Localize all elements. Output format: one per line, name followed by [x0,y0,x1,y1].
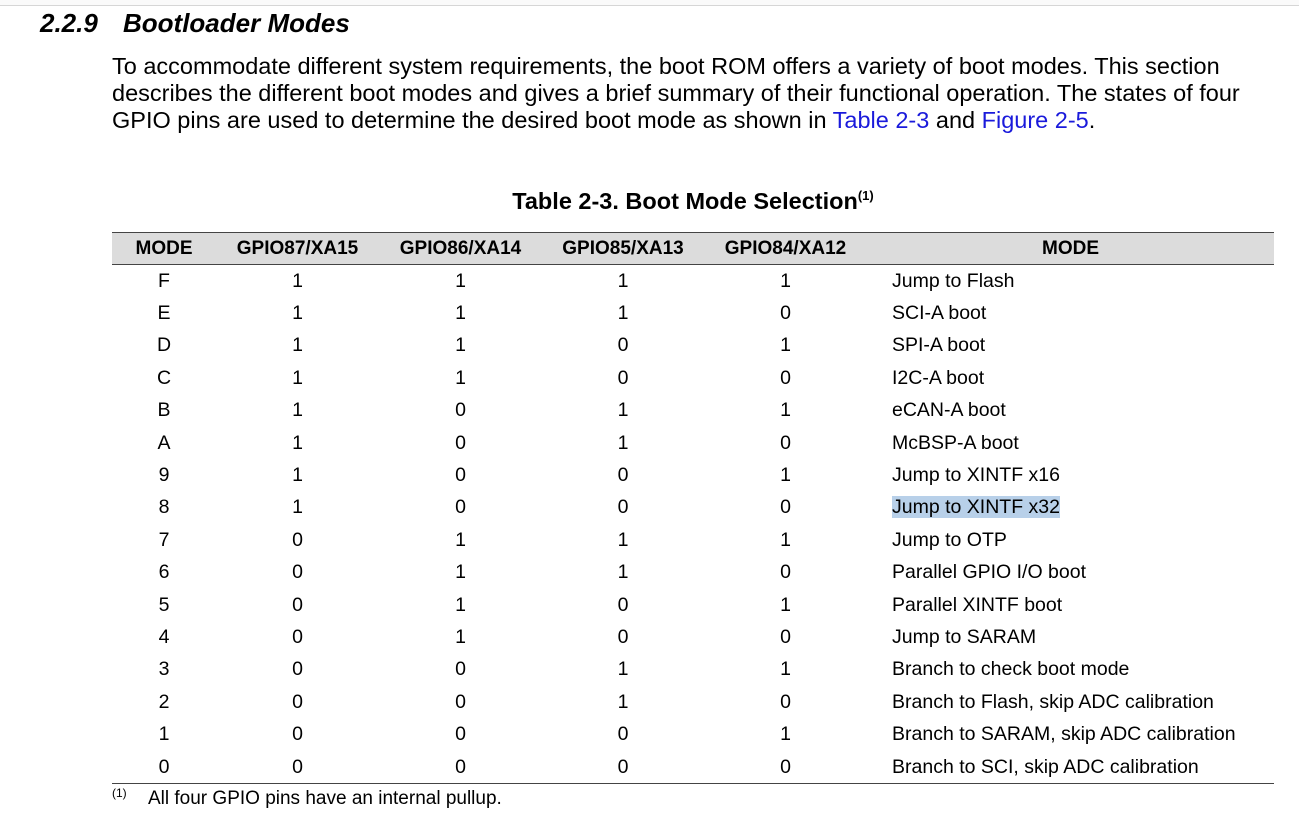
gpio86-cell: 0 [455,723,466,746]
gpio86-cell: 0 [455,496,466,519]
section-number: 2.2.9 [40,8,98,38]
gpio87-cell: 0 [292,625,303,648]
mode-description-text: Jump to Flash [892,269,1015,292]
gpio87-cell: 1 [292,302,303,325]
mode-code-cell: D [156,334,172,357]
table-row [112,718,1274,750]
gpio84-cell: 0 [780,431,791,454]
table-row [112,362,1274,394]
gpio85-cell: 0 [617,723,629,746]
mode-description-cell [867,427,1274,459]
mode-code-cell: 3 [158,658,170,681]
mode-code-cell: 1 [158,723,170,746]
paragraph-text: . [1088,107,1096,133]
gpio85-cell: 1 [617,269,629,292]
mode-description-cell [867,459,1274,491]
paragraph-text: and [929,107,982,133]
gpio84-cell: 0 [780,366,791,389]
gpio84-cell: 1 [780,334,791,357]
gpio86-cell: 1 [455,269,466,292]
table-header-row [112,233,1274,265]
gpio87-cell: 1 [292,431,303,454]
mode-description-cell [867,557,1274,589]
mode-description-text: Branch to SARAM, skip ADC calibration [892,723,1236,746]
gpio87-cell: 1 [292,399,303,422]
table-caption-text: Table 2-3. Boot Mode Selection [512,188,858,214]
table-row [112,621,1274,653]
gpio87-cell: 0 [292,593,303,616]
boot-mode-table [112,232,1274,784]
mode-code-cell: 6 [158,561,170,584]
gpio85-cell: 0 [617,366,629,389]
mode-code-cell: 5 [158,593,170,616]
header-cell: GPIO85/XA13 [542,233,704,265]
mode-code-cell: E [157,302,171,325]
gpio85-cell: 1 [617,431,629,454]
mode-code-cell: 7 [158,528,170,551]
table-row [112,492,1274,524]
footnote-mark: (1) [112,786,127,800]
gpio87-cell: 1 [292,269,303,292]
header-cell: GPIO86/XA14 [379,233,542,265]
table-row [112,524,1274,556]
table-row [112,654,1274,686]
gpio85-cell: 0 [617,496,629,519]
gpio85-cell: 1 [617,561,629,584]
gpio85-cell: 1 [617,690,629,713]
mode-description-text: Branch to check boot mode [892,658,1130,681]
table-row [112,751,1274,784]
gpio86-cell: 0 [455,431,466,454]
mode-code-cell: 9 [158,464,170,487]
figure-2-5-link[interactable]: Figure 2-5 [981,107,1089,133]
mode-description-text: Jump to XINTF x32 [892,496,1060,519]
mode-description-cell [867,686,1274,718]
mode-description-text: Branch to Flash, skip ADC calibration [892,690,1214,713]
gpio87-cell: 1 [292,366,303,389]
gpio84-cell: 0 [780,561,791,584]
gpio87-cell: 1 [292,496,303,519]
table-caption [112,186,1274,216]
gpio85-cell: 1 [617,528,629,551]
gpio86-cell: 1 [455,528,466,551]
gpio84-cell: 0 [780,496,791,519]
gpio86-cell: 1 [455,593,466,616]
gpio86-cell: 0 [379,751,542,784]
mode-description-cell [867,265,1274,298]
gpio85-cell: 0 [542,751,704,784]
table-row [112,557,1274,589]
gpio86-cell: 0 [455,690,466,713]
gpio85-cell: 0 [617,593,629,616]
mode-description-text: Jump to SARAM [892,625,1037,648]
mode-description-text: SPI-A boot [892,334,986,357]
section-heading [40,7,350,39]
gpio85-cell: 1 [617,658,629,681]
mode-description-cell [867,751,1274,784]
gpio84-cell: 1 [780,593,791,616]
gpio84-cell: 0 [704,751,867,784]
mode-code-cell: 8 [158,496,170,519]
gpio87-cell: 0 [216,751,379,784]
mode-description-cell [867,589,1274,621]
gpio84-cell: 1 [780,399,791,422]
mode-description-text: Jump to XINTF x16 [892,464,1060,487]
table-row [112,297,1274,329]
gpio86-cell: 1 [455,302,466,325]
mode-description-text: eCAN-A boot [892,399,1006,422]
mode-code-cell: A [157,431,171,454]
mode-description-cell [867,492,1274,524]
gpio84-cell: 1 [780,528,791,551]
mode-description-text: Branch to SCI, skip ADC calibration [892,755,1199,778]
footnote-text: All four GPIO pins have an internal pullup. [148,788,502,809]
header-cell: GPIO87/XA15 [216,233,379,265]
mode-code-cell: C [156,366,172,389]
gpio87-cell: 0 [292,658,303,681]
header-cell: MODE [112,233,216,265]
intro-paragraph [112,53,1272,134]
gpio85-cell: 0 [617,464,629,487]
gpio86-cell: 0 [455,658,466,681]
mode-description-cell [867,621,1274,653]
gpio86-cell: 1 [455,366,466,389]
table-row [112,330,1274,362]
table-row [112,459,1274,491]
table-row [112,427,1274,459]
mode-code-cell: F [158,269,170,292]
gpio84-cell: 1 [780,269,791,292]
gpio87-cell: 1 [292,334,303,357]
table-body [112,265,1274,784]
mode-description-text: SCI-A boot [892,302,987,325]
mode-description-cell [867,524,1274,556]
mode-description-cell [867,395,1274,427]
gpio87-cell: 0 [292,723,303,746]
gpio85-cell: 1 [617,302,629,325]
gpio87-cell: 0 [292,561,303,584]
gpio85-cell: 1 [617,399,629,422]
gpio87-cell: 1 [292,464,303,487]
gpio84-cell: 0 [780,690,791,713]
gpio84-cell: 1 [780,658,791,681]
gpio87-cell: 0 [292,528,303,551]
mode-code-cell: 0 [112,751,216,784]
gpio87-cell: 0 [292,690,303,713]
table-row [112,395,1274,427]
top-window-strip [0,0,1299,6]
mode-description-cell [867,718,1274,750]
mode-description-text: McBSP-A boot [892,431,1019,454]
mode-code-cell: 4 [158,625,170,648]
table-row [112,265,1274,298]
gpio86-cell: 1 [455,561,466,584]
gpio84-cell: 0 [780,302,791,325]
paragraph-text: To accommodate different system requirements, the boot ROM offers a variety of boot modes. This section describes the different boot modes and gives a brief summary of their functional operation. The states of four GPIO pins are used to determine the desired boot mode as shown in [112,53,1240,133]
mode-description-cell [867,362,1274,394]
header-cell: MODE [867,233,1274,265]
mode-description-text: I2C-A boot [892,366,985,389]
mode-description-text: Parallel GPIO I/O boot [892,561,1087,584]
mode-description-text: Parallel XINTF boot [892,593,1063,616]
mode-description-cell [867,297,1274,329]
table-2-3-link[interactable]: Table 2-3 [832,107,930,133]
mode-description-text: Jump to OTP [892,528,1007,551]
table-footnote [112,786,502,813]
table-row [112,589,1274,621]
mode-code-cell: 2 [158,690,170,713]
gpio84-cell: 0 [780,625,791,648]
mode-description-cell [867,330,1274,362]
mode-code-cell: B [157,399,171,422]
gpio86-cell: 1 [455,625,466,648]
gpio86-cell: 0 [455,399,466,422]
section-title: Bootloader Modes [123,8,350,38]
gpio86-cell: 1 [455,334,466,357]
gpio84-cell: 1 [780,723,791,746]
gpio86-cell: 0 [455,464,466,487]
mode-description-cell [867,654,1274,686]
gpio85-cell: 0 [617,625,629,648]
gpio84-cell: 1 [780,464,791,487]
gpio85-cell: 0 [617,334,629,357]
table-row [112,686,1274,718]
caption-footnote-mark: (1) [857,188,874,204]
header-cell: GPIO84/XA12 [704,233,867,265]
